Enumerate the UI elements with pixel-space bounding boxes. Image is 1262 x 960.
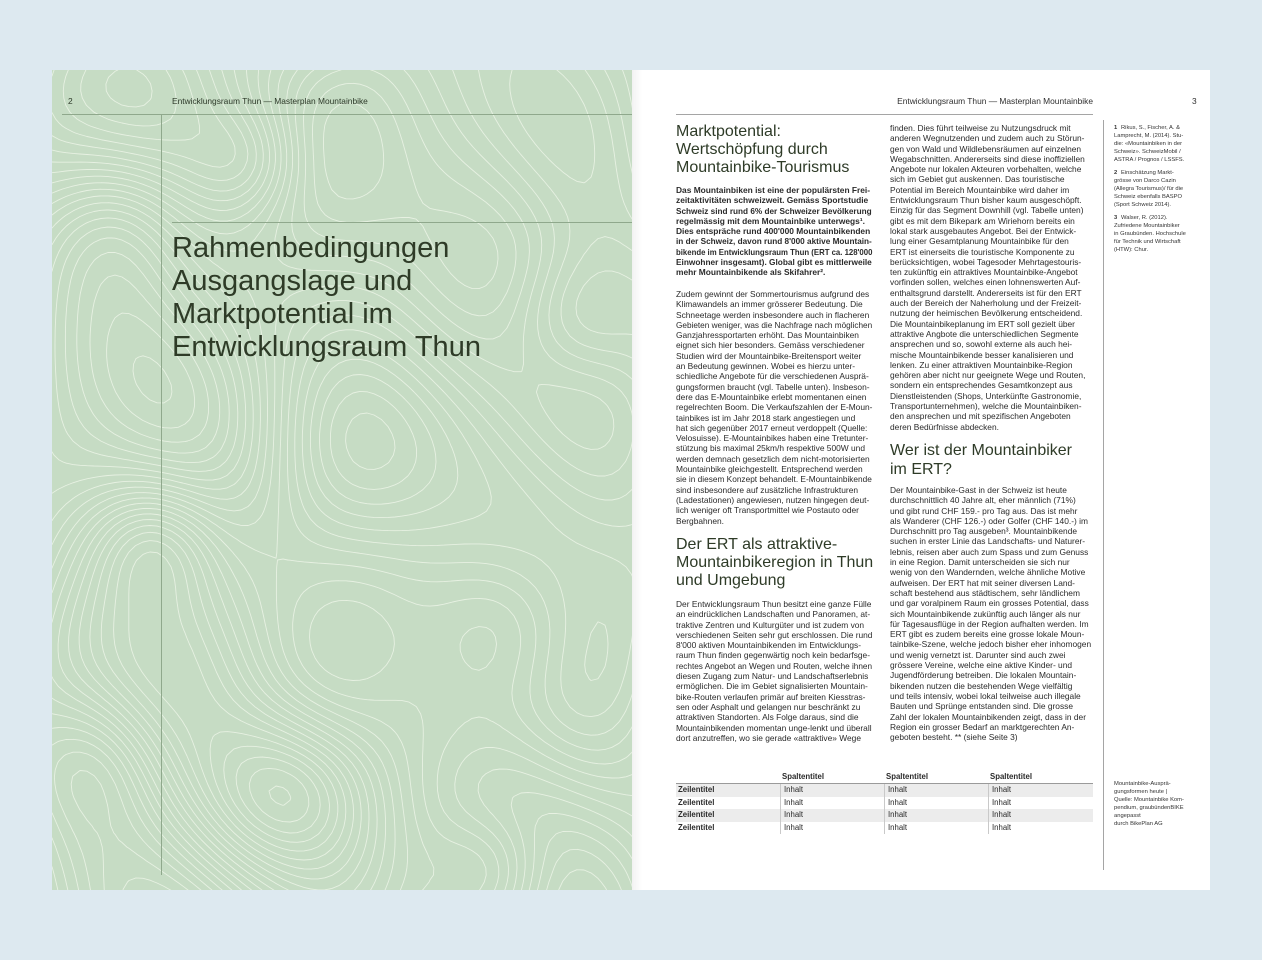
heading-line: im ERT? (890, 461, 952, 478)
table-cell: Inhalt (780, 809, 884, 822)
caption-line: angepasst (1114, 813, 1141, 819)
table-row (676, 797, 1093, 810)
text-line: Einzig für das Segment Downhill (vgl. Tabelle unten) (890, 205, 1084, 216)
title-line: Marktpotential im (172, 298, 393, 330)
notes-column-rule (1103, 120, 1104, 870)
table-cell: Inhalt (988, 809, 1093, 822)
text-line: Schweiz sind rund 6% der Schweizer Bevölkerung (676, 205, 872, 216)
contour-line (133, 356, 172, 403)
text-line: Schneetage werden insbesondere auch in flacheren (676, 309, 870, 320)
text-line: mehr Mountainbikende als Skifahrer². (676, 267, 826, 278)
text-line: Rikus, S., Fischer, A. & (1121, 125, 1180, 131)
text-line: regelrechten Boom. Die Verkaufszahlen der E-Moun- (676, 402, 873, 413)
table-cell: Inhalt (780, 797, 884, 810)
text-line: geboten besteht. ** (siehe Seite 3) (890, 732, 1018, 743)
text-line: ASTRA / Prognos / LSSFS. (1114, 157, 1185, 163)
fold-shadow (632, 70, 642, 890)
text-line: lenken. Zu einer attraktiven Mountainbike-Region (890, 359, 1073, 370)
footnote (1114, 124, 1204, 164)
text-line: Das Mountainbiken ist eine der populärsten Frei- (676, 185, 871, 195)
text-line: mische Mountainbikende besser kanalisieren und (890, 349, 1074, 360)
caption-line: Mountainbike-Ausprä- (1114, 781, 1171, 787)
text-line: Mountainbikenden momentan unge-lenkt und überall (676, 722, 872, 733)
text-line: berücksichtigen, wobei Tagesoder Mehrtagestouris- (890, 256, 1082, 267)
table-corner-cell (676, 770, 780, 783)
table-cell: Inhalt (884, 784, 988, 797)
table-row (676, 809, 1093, 822)
heading-line: Mountainbikeregion in Thun (676, 554, 874, 571)
running-head: Entwicklungsraum Thun — Masterplan Mountainbike (172, 96, 368, 106)
text-line: suchen in erster Linie das Landschafts- und Naturer- (890, 536, 1086, 547)
contour-line (52, 70, 458, 890)
text-line: gehören aber nicht nur geeignete Wege und Routen, (890, 370, 1086, 381)
column-header: Spaltentitel (990, 772, 1033, 781)
text-line: nutzung der heimischen Bevölkerung entscheidend. (890, 308, 1083, 319)
page-number: 2 (68, 96, 73, 106)
text-line: (Sport Schweiz 2014). (1114, 202, 1172, 208)
text-line: rechtes Angebot an Wegen und Routen, welche ihnen (676, 660, 873, 671)
text-line: Bauten und Sprünge entstanden sind. Die grosse (890, 701, 1073, 712)
text-line: für Technik und Wirtschaft (1114, 239, 1181, 245)
table-cell: Inhalt (988, 784, 1093, 797)
text-line: und wenig vernetzt ist. Darunter sind auch zwei (890, 649, 1066, 660)
contour-line (52, 83, 632, 890)
text-line: grössere Vereine, welche eine aktive Kinder- und (890, 660, 1073, 671)
text-line: aufweisen. Der ERT hat mit seiner diversen Land- (890, 577, 1075, 588)
table-cell: Inhalt (780, 784, 884, 797)
footnote-text (1114, 214, 1204, 254)
column-header: Spaltentitel (782, 772, 825, 781)
text-line: Durchschnitt pro Tag ausgeben³. Mountainbikende (890, 526, 1078, 537)
text-line: Ganzjahressportarten erhöht. Das Mountainbiken (676, 330, 859, 341)
footnote-number: 3 (1114, 215, 1118, 221)
text-line: anderen Wegnutzenden und zudem auch zu Störun- (890, 133, 1085, 144)
heading-line: Der ERT als attraktive- (676, 536, 838, 553)
table-caption (1114, 780, 1204, 828)
contour-line (81, 70, 346, 860)
body-paragraph-continued (890, 123, 1093, 432)
text-line: Die Mountainbikeplanung im ERT soll gezielt über (890, 318, 1075, 329)
caption-line: durch BikePlan AG (1114, 821, 1163, 827)
text-line: werden demnach gesetzlich dem nicht-motorisierten (676, 453, 870, 464)
text-line: wenig von den Wandernden, welche ähnliche Motive (890, 567, 1086, 578)
text-line: Mountainbike gleichgestellt. Entsprechend werden (676, 464, 863, 475)
text-line: Region ein grosser Bedarf an marktgerechten An- (890, 721, 1075, 732)
text-line: an eindrücklichen Landschaften und Panoramen, at- (676, 609, 871, 620)
text-line: diesen Zugang zum Natur- und Landschaftserlebnis (676, 671, 869, 682)
text-line: Gebieten weniger, was die Nachfrage nach möglichen (676, 319, 873, 330)
table-row (676, 784, 1093, 797)
text-line: Studien wird der Mountainbike-Breitensport weiter (676, 350, 862, 361)
contour-line (52, 70, 417, 879)
text-line: den ansprechen und mit spezifischen Angeboten (890, 411, 1071, 422)
text-line: Transportunternehmen), welche die Mountainbiken- (890, 401, 1082, 412)
text-line: gen von Wald und Wildlebensräumen auf einzelnen (890, 143, 1082, 154)
left-page (52, 70, 632, 890)
footnote-text (1114, 124, 1204, 164)
text-line: bikende im Entwicklungsraum Thun (ERT ca. 128'000 (676, 246, 873, 257)
heading-line: und Umgebung (676, 572, 786, 589)
contour-line (52, 70, 436, 890)
text-line: hat sich gegenüber 2017 erneut verdoppelt (Quelle: (676, 422, 868, 433)
text-line: dere das E-Mountainbike erlebt momentanen einen (676, 391, 867, 402)
text-line: ermöglichen. Die im Gebiet signalisierten Mountain- (676, 681, 868, 692)
text-line: grösse von Darco Cazin (1114, 178, 1176, 184)
text-line: dort anzutreffen, wo sie gerade «attraktive» Wege (676, 732, 861, 743)
text-line: traktive Zentren und Kulturgüter und ist zudem von (676, 619, 865, 630)
text-line: Der Mountainbike-Gast in der Schweiz ist heute (890, 485, 1067, 495)
text-line: bike-Routen verlaufen primär auf breiten Kiesstras- (676, 691, 866, 702)
footnote-text (1114, 169, 1204, 209)
lead-paragraph (676, 185, 872, 278)
text-line: Schweiz ebenfalls BASPO (1114, 194, 1182, 200)
table-cell: Inhalt (884, 822, 988, 835)
text-line: Jugendförderung betreiben. Die lokalen Mountain- (890, 670, 1077, 681)
text-line: zeitaktivitäten schweizweit. Gemäss Sportstudie (676, 195, 869, 206)
text-line: die: «Mountainbiken in der (1114, 141, 1182, 147)
text-line: in der Schweiz, davon rund 8'000 aktive Mountain- (676, 236, 872, 247)
row-header: Zeilentitel (678, 797, 715, 807)
footnote-number: 1 (1114, 125, 1118, 131)
header-rule (62, 114, 632, 115)
text-line: Zufriedene Mountainbiker (1114, 223, 1180, 229)
text-line: tainbikes ist im Jahr 2018 stark angestiegen und (676, 412, 856, 423)
text-line: Entwicklungsraum Thun bisher kaum ausgeschöpft. (890, 195, 1082, 206)
text-line: raum Thun finden gegenwärtig noch kein bedarfsge- (676, 650, 870, 661)
text-line: Dies entspräche rund 400'000 Mountainbikenden (676, 226, 871, 237)
text-line: gungsformen braucht (vgl. Tabelle unten). Insbeson- (676, 381, 870, 392)
text-line: als Wanderer (CHF 126.-) oder Golfer (CHF 140.-) im (890, 515, 1088, 526)
text-line: schiedliche Angebote für die verschiedenen Ausprä- (676, 371, 869, 382)
text-line: in eine Region. Damit unterscheiden sie sich nur (890, 557, 1070, 568)
footnote (1114, 214, 1204, 254)
text-line: auch der Bereich der Naherholung und der Freizeit- (890, 298, 1082, 309)
text-line: gibt es mit dem Bikepark am Wiriehorn bereits ein (890, 215, 1075, 226)
running-head: Entwicklungsraum Thun — Masterplan Mountainbike (897, 96, 1093, 106)
text-line: Klimawandels an immer grösserer Bedeutung. Die (676, 299, 863, 310)
title-line: Entwicklungsraum Thun (172, 331, 481, 363)
text-line: Bergbahnen. (676, 515, 724, 526)
title-line: Ausgangslage und (172, 265, 413, 297)
text-line: 8'000 aktiven Mountainbikenden im Entwicklungs- (676, 640, 862, 651)
section-heading-marktpotential (676, 123, 876, 177)
text-line: Wegabschnitten. Andererseits sind diese inoffiziellen (890, 153, 1085, 164)
contour-line (55, 103, 632, 890)
heading-line: Wer ist der Mountainbiker (890, 442, 1072, 459)
text-line: bikenden nutzen die bestehenden Wege vielfältig (890, 680, 1073, 691)
text-line: lokal stark ausgebautes Angebot. Bei der Entwick- (890, 225, 1077, 236)
text-line: lebnis, reisen aber auch zum Spass und zum Genuss (890, 546, 1089, 557)
heading-line: Marktpotential: (676, 123, 781, 140)
text-line: sich Mountainbikende zukünftig auch länger als nur (890, 608, 1081, 619)
data-table (676, 770, 1093, 834)
table-cell: Inhalt (780, 822, 884, 835)
text-line: regelmässig mit dem Mountainbike unterwegs¹. (676, 215, 865, 226)
text-line: verschiedenen Seiten sehr gut erschlossen. Die rund (676, 629, 873, 640)
row-header: Zeilentitel (678, 810, 715, 819)
section-heading-mountainbiker (890, 441, 1093, 479)
text-line: Einschätzung Markt- (1121, 170, 1174, 176)
text-line: und gar voralpinem Raum ein grosses Potential, dass (890, 598, 1089, 609)
table-cell: Inhalt (988, 797, 1093, 810)
caption-line: Quelle: Mountainbike Kom- (1114, 797, 1184, 803)
text-line: tainbike-Szene, welche jedoch bisher eher inhomogen (890, 639, 1092, 650)
text-line: (HTW): Chur. (1114, 247, 1149, 253)
heading-line: Wertschöpfung durch (676, 141, 828, 158)
text-line: ERT ist einerseits die touristische Komponente zu (890, 246, 1075, 257)
header-rule (676, 114, 1093, 115)
margin-rule (161, 114, 162, 875)
column-header: Spaltentitel (886, 772, 929, 781)
text-line: Walser, R. (2012). (1121, 215, 1168, 221)
text-line: Zahl der lokalen Mountainbikenden zeigt, dass in der (890, 711, 1087, 722)
contour-line (90, 275, 610, 890)
caption-line: gungsformen heute | (1114, 789, 1168, 795)
text-line: finden. Dies führt teilweise zu Nutzungsdruck mit (890, 123, 1071, 133)
text-line: sich im Gebiet gut auskennen. Das touristische (890, 174, 1065, 185)
text-line: lich weniger oft Transportmittel wie Postauto oder (676, 505, 859, 516)
text-line: deren Bedürfnisse abdecken. (890, 421, 999, 432)
body-paragraph (890, 485, 1093, 742)
section-heading-ert (676, 536, 880, 590)
heading-line: Mountainbike-Tourismus (676, 159, 850, 176)
text-line: attraktive Angbote die unterschiedlichen Segmente (890, 328, 1079, 339)
footnotes (1114, 124, 1204, 259)
text-line: Potential im Bereich Mountainbike wird daher im (890, 184, 1070, 195)
footnote (1114, 169, 1204, 209)
text-line: (Ladestationen) angewiesen, nutzen hingegen deut- (676, 494, 870, 505)
body-paragraph (676, 289, 872, 526)
table-header-row (676, 770, 1093, 784)
text-line: vorfinden sollen, welches einen lohnenswerten Auf- (890, 277, 1081, 288)
text-line: sen oder Asphalt und gelangen nur beschränkt zu (676, 701, 861, 712)
body-paragraph (676, 599, 872, 743)
text-line: und gibt rund CHF 159.- pro Tag aus. Das ist mehr (890, 505, 1078, 516)
table-cell: Inhalt (884, 809, 988, 822)
row-header: Zeilentitel (678, 785, 715, 794)
table-row (676, 822, 1093, 835)
text-line: Lamprecht, M. (2014). Stu- (1114, 133, 1184, 139)
right-page (632, 70, 1210, 890)
text-line: Dienstleistenden (Shops, Unterkünfte Gastronomie, (890, 390, 1082, 401)
text-line: eignet sich hier besonders. Gemäss verschiedener (676, 340, 865, 351)
table-cell: Inhalt (884, 797, 988, 810)
text-line: Der Entwicklungsraum Thun besitzt eine ganze Fülle (676, 599, 872, 609)
text-line: sind insbesondere auf zusätzliche Infrastrukturen (676, 484, 859, 495)
text-line: enthaltsgrund darstellt. Andererseits ist für den ERT (890, 287, 1082, 298)
text-line: für Tagesausflüge in der Region aufhalten werden. Im (890, 618, 1089, 629)
chapter-title (172, 232, 481, 364)
text-line: stützung bis maximal 25km/h respektive 500W und (676, 443, 865, 454)
contour-line (269, 786, 291, 805)
footnote-number: 2 (1114, 170, 1118, 176)
topographic-contour-pattern (52, 70, 632, 890)
text-line: in Graubünden. Hochschule (1114, 231, 1186, 237)
text-line: (Allegra Tourismus)/ für die (1114, 186, 1184, 192)
contour-line (249, 768, 308, 822)
text-line: und teils intensiv, wobei lokal teilweise auch illegale (890, 690, 1081, 701)
contour-line (52, 70, 632, 890)
text-line: lung einer Gesamtplanung Mountainbike für den (890, 236, 1069, 247)
contour-line (52, 70, 608, 890)
text-line: sie in diesem Konzept behandelt. E-Mountainbikende (676, 474, 872, 485)
title-rule (172, 222, 632, 223)
text-line: durchschnittlich 40 Jahre alt, eher männlich (71%) (890, 495, 1076, 506)
text-line: schaft bestehend aus städtischem, sehr ländlichem (890, 587, 1080, 598)
text-line: Einwohner insgesamt). Global gibt es mittlerweile (676, 257, 872, 268)
text-line: sondern ein entsprechendes Gesamtkonzept aus (890, 380, 1073, 391)
text-line: ERT gibt es zudem bereits eine grosse lokale Moun- (890, 629, 1085, 640)
text-line: Schweiz». SchweizMobil / (1114, 149, 1181, 155)
title-line: Rahmenbedingungen (172, 232, 450, 264)
text-line: attraktiven Standorten. Als Folge daraus, sind die (676, 712, 859, 723)
text-line: an Bedeutung gewinnen. Wobei es hierzu unter- (676, 361, 856, 372)
page-number: 3 (1192, 96, 1197, 106)
text-line: Angebote nur lokalen Akteuren vorbehalten, welche (890, 164, 1082, 175)
text-line: Velosuisse). E-Mountainbikes haben eine Tretunter- (676, 433, 869, 444)
row-header: Zeilentitel (678, 822, 715, 832)
text-line: ten zukünftig ein attraktives Mountainbike-Angebot (890, 267, 1078, 278)
text-line: ansprechen und so, sowohl externe als auch hei- (890, 339, 1073, 350)
text-line: Zudem gewinnt der Sommertourismus aufgrund des (676, 289, 870, 299)
table-cell: Inhalt (988, 822, 1093, 835)
caption-line: pendium, graubündenBIKE (1114, 805, 1184, 811)
